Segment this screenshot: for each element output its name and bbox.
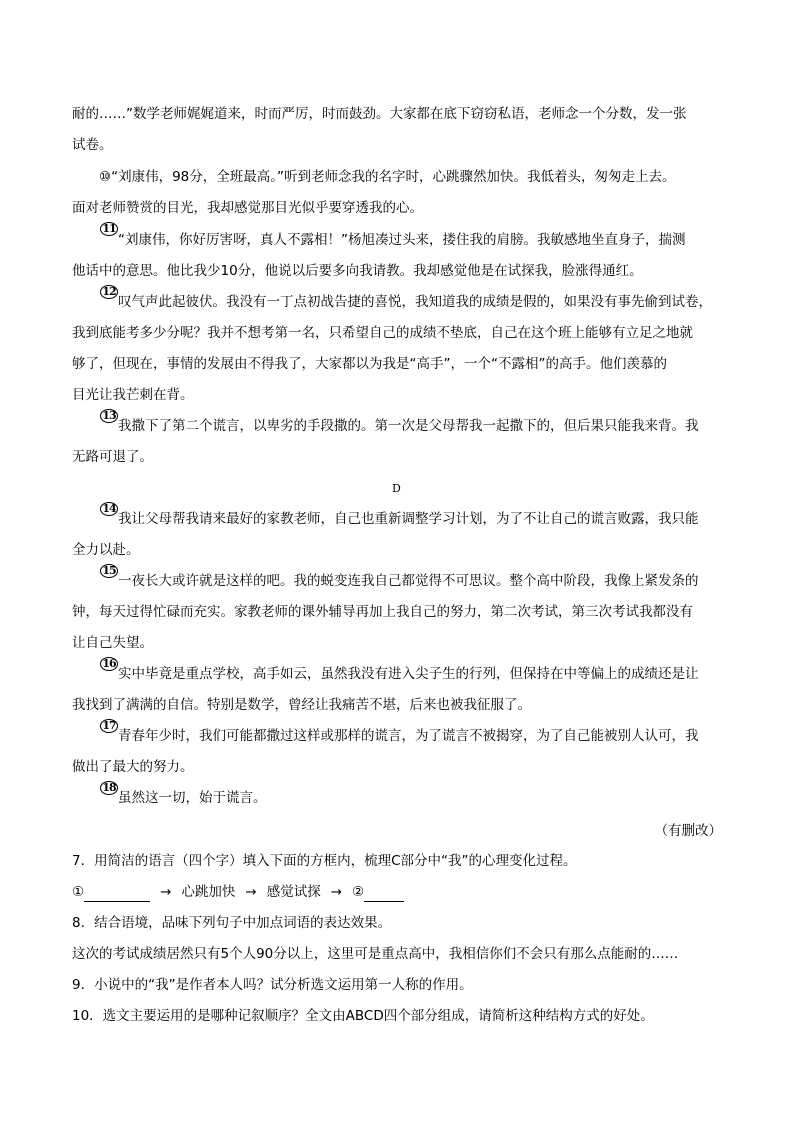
circled-number-16: 16 xyxy=(100,657,118,671)
arrow-icon: → xyxy=(330,884,343,900)
text-line: 耐的……”数学老师娓娓道来，时而严厉，时而鼓劲。大家都在底下窃窃私语，老师念一个分数，发一张 xyxy=(72,106,687,122)
circled-number-17: 17 xyxy=(100,719,118,733)
paragraph-12-line: 我到底能考多少分呢？我并不想考第一名，只希望自己的成绩不垫底，自己在这个班上能够有立足之地就 xyxy=(72,325,693,341)
circled-number-15: 15 xyxy=(100,564,118,578)
paragraph-17-line: 做出了最大的努力。 xyxy=(72,759,194,775)
paragraph-12-line: 目光让我芒刺在背。 xyxy=(72,387,194,403)
flow-step-1: 心跳加快 xyxy=(181,884,236,900)
paragraph-16-line: 我找到了满满的自信。特别是数学，曾经让我痛苦不堪，后来也被我征服了。 xyxy=(72,697,531,713)
question-10: 10．选文主要运用的是哪种记叙顺序？全文由ABCD四个部分组成，请简析这种结构方式的好处。 xyxy=(72,1008,654,1024)
circled-number-11: 11 xyxy=(100,222,118,236)
question-8: 8．结合语境，品味下列句子中加点词语的表达效果。 xyxy=(72,915,392,931)
paragraph-14-line: 全力以赴。 xyxy=(72,542,140,558)
arrow-icon: → xyxy=(245,884,257,900)
question-7: 7．用简洁的语言（四个字）填入下面的方框内，梳理C部分中“我”的心理变化过程。 xyxy=(72,853,577,869)
paragraph-14-line: 我让父母帮我请来最好的家教老师，自己也重新调整学习计划，为了不让自己的谎言败露，我只能 xyxy=(118,511,699,527)
circled-number-18: 18 xyxy=(100,781,118,795)
paragraph-12-line: 叹气声此起彼伏。我没有一丁点初战告捷的喜悦，我知道我的成绩是假的，如果没有事先偷到试卷， xyxy=(118,294,712,310)
paragraph-15-line: 钟，每天过得忙碌而充实。家教老师的课外辅导再加上我自己的努力，第二次考试，第三次考试我都没有 xyxy=(72,604,693,620)
section-label-d: D xyxy=(392,482,401,495)
paragraph-10-line: 面对老师赞赏的目光，我却感觉那目光似乎要穿透我的心。 xyxy=(72,200,423,216)
paragraph-18-line: 虽然这一切，始于谎言。 xyxy=(118,790,267,806)
paragraph-11-line: “刘康伟，你好厉害呀，真人不露相！”杨旭凑过头来，搂住我的肩膀。我敏感地坐直身子，揣测 xyxy=(118,232,686,248)
paragraph-15-line: 让自己失望。 xyxy=(72,635,153,651)
text-line: 试卷。 xyxy=(72,137,113,153)
question-9: 9．小说中的“我”是作者本人吗？试分析选文运用第一人称的作用。 xyxy=(72,977,473,993)
arrow-icon: → xyxy=(160,884,172,900)
circled-two: ② xyxy=(352,884,365,900)
paragraph-16-line: 实中毕竟是重点学校，高手如云，虽然我没有进入尖子生的行列，但保持在中等偏上的成绩还是让 xyxy=(118,666,699,682)
answer-blank-2[interactable] xyxy=(364,887,404,902)
paragraph-11-line: 他话中的意思。他比我少10分，他说以后要多向我请教。我却感觉他是在试探我，脸涨得通红。 xyxy=(72,263,643,279)
circled-number-13: 13 xyxy=(100,409,118,423)
circled-number-12: 12 xyxy=(100,285,118,299)
answer-blank-1[interactable] xyxy=(84,887,150,902)
paragraph-13-line: 我撒下了第二个谎言，以卑劣的手段撒的。第一次是父母帮我一起撒下的，但后果只能我来背。我 xyxy=(118,418,699,434)
question-7-flow xyxy=(72,882,732,902)
paragraph-10-line: ⑩“刘康伟，98分，全班最高。”听到老师念我的名字时，心跳骤然加快。我低着头，匆匆走上去。 xyxy=(99,169,676,185)
circled-number-14: 14 xyxy=(100,502,118,516)
paragraph-13-line: 无路可退了。 xyxy=(72,449,153,465)
circled-one: ① xyxy=(72,884,85,900)
paragraph-17-line: 青春年少时，我们可能都撒过这样或那样的谎言，为了谎言不被揭穿，为了自己能被别人认可，我 xyxy=(118,728,699,744)
question-8-sentence: 这次的考试成绩居然只有5个人90分以上，这里可是重点高中，我相信你们不会只有那么点能耐的…… xyxy=(72,946,679,962)
source-note: （有删改） xyxy=(654,823,722,839)
paragraph-15-line: 一夜长大或许就是这样的吧。我的蜕变连我自己都觉得不可思议。整个高中阶段，我像上紧发条的 xyxy=(118,573,699,589)
paragraph-12-line: 够了，但现在，事情的发展由不得我了，大家都以为我是“高手”，一个“不露相”的高手。他们羡慕的 xyxy=(72,356,667,372)
flow-step-2: 感觉试探 xyxy=(266,884,321,900)
